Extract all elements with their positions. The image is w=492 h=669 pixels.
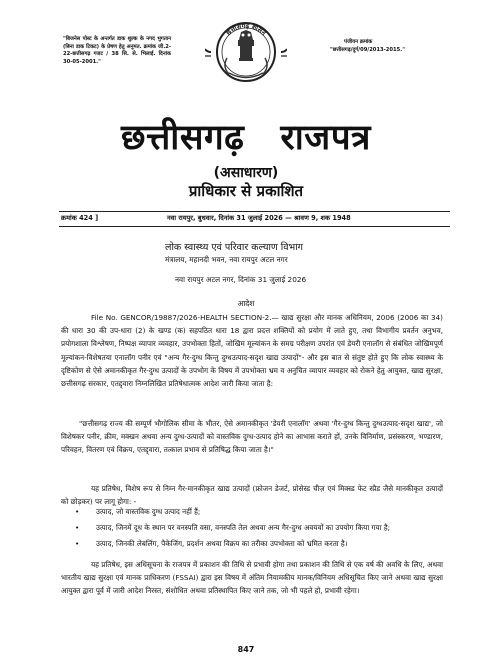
- postal-permit-note: "बिजनेस पोस्ट के अन्तर्गत डाक शुल्क के नगद भुगतान (बिना डाक टिकट) के प्रेषण हेतु अनुमत. क्रमांक जी.2-22-छत्तीसगढ़ गजट / 38 सि. से. भिलाई. दिनांक 30-05-2001.": [63, 36, 171, 65]
- department-name: लोक स्वास्थ्य एवं परिवार कल्याण विभाग: [165, 242, 304, 253]
- registration-number: "छत्तीसगढ़/दुर्ग/09/2013-2015.": [330, 46, 405, 53]
- issue-date: नवा रायपुर, बुधवार, दिनांक 31 जुलाई 2026 — श्रावण 9, शक 1948: [167, 214, 351, 222]
- list-item: [61, 505, 443, 518]
- order-paragraph-1: File No. GENCOR/19887/2026-HEALTH SECTION-2.— खाद्य सुरक्षा और मानक अधिनियम, 2006 (2006 का 34) की धारा 30 की उप-धारा (2) के खण्ड (क) सहपठित धारा 18 द्वारा प्रदत्त शक्तियों को प्रयोग में लाते हुए, तथा विभागीय प्रवर्तन अनुभव, प्रयोगशाला विश्लेषण, निष्पक्ष व्यापार व्यवहार, उपभोक्ता हितों, जोखिम मूल्यांकन के समग्र परीक्षण उपरांत एवं डेयरी एनालॉग से संबंधित जोखिमपूर्ण मूल्यांकन-विशेषतया एनालॉग पनीर एवं "अन्य गैर-दुग्ध किन्तु दुग्धउत्पाद-सदृश खाद्य उत्पादों"- और इस बात से संतुष्ट होते हुए कि लोक स्वास्थ्य के दृष्टिकोण से ऐसे अमानकीकृत गैर-दुग्ध उत्पादों के उपभोग के विषय में उपभोक्ता भ्रम व अनुचित व्यापार व्यवहार को रोकने हेतु आयुक्त, खाद्य सुरक्षा, छत्तीसगढ़ सरकार, एतद्द्वारा निम्नलिखित प्रतिषेधात्मक आदेश जारी किया जाता है:: [61, 313, 443, 389]
- issue-number: क्रमांक 424 ]: [61, 214, 99, 222]
- list-item: [61, 537, 443, 550]
- page-number: 847: [237, 645, 255, 654]
- registration-note: [330, 39, 440, 54]
- emblem-text: छत्तीसगढ़ शासन: [224, 21, 268, 37]
- gazette-masthead: [0, 113, 492, 160]
- state-emblem-icon: [205, 18, 287, 90]
- list-item-text: उत्पाद, जिनकी लेबलिंग, पैकेजिंग, प्रदर्शन अथवा विक्रय का तरीका उपभोक्ता को भ्रमित करता है।: [96, 539, 348, 549]
- extraordinary-label: (असाधारण): [213, 165, 279, 181]
- list-item-text: उत्पाद, जिनमें दूध के स्थान पर वनस्पति वसा, वनस्पति तेल अथवा अन्य गैर-दुग्ध अवयवों का उपयोग किया गया है;: [96, 523, 391, 533]
- bullet-icon: •: [75, 507, 80, 516]
- prohibition-list: [61, 505, 443, 554]
- list-item-text: उत्पाद, जो वास्तविक दुग्ध उत्पाद नहीं हैं;: [96, 507, 201, 516]
- authority-label: प्राधिकार से प्रकाशित: [188, 182, 304, 200]
- registration-label: पंजीयन क्रमांक: [344, 39, 373, 45]
- list-item: [61, 521, 443, 534]
- order-title: आदेश: [237, 299, 255, 308]
- masthead-state: छत्तीसगढ़: [121, 117, 245, 158]
- state-emblem: [205, 18, 287, 90]
- bullet-icon: •: [75, 539, 80, 549]
- order-paragraph-4: यह प्रतिषेध, इस अधिसूचना के राजपत्र में प्रकाशन की तिथि से प्रभावी होगा तथा प्रकाशन की तिथि से एक वर्ष की अवधि के लिए, अथवा भारतीय खाद्य सुरक्षा एवं मानक प्राधिकरण (FSSAI) द्वारा इस विषय में अंतिम नियामकीय मानक/विनियम अधिसूचित किए जाने अथवा खाद्य सुरक्षा आयुक्त द्वारा पूर्व में जारी आदेश निरस्त, संशोधित अथवा प्रतिस्थापित किए जाने तक, जो भी पहले हो, प्रभावी रहेगा।: [61, 560, 443, 596]
- bullet-icon: •: [75, 523, 80, 533]
- order-paragraph-3: यह प्रतिषेध, विशेष रूप से निम्न गैर-मानकीकृत खाद्य उत्पादों (फ्रोजन डेजर्ट, प्रोसेस्ड चीज़ एवं मिक्स्ड फेट स्प्रैड जैसे मानकीकृत उत्पादों को छोड़कर) पर लागू होगा: -: [61, 484, 443, 507]
- masthead-gazette: राजपत्र: [280, 117, 371, 158]
- place-and-date: नवा रायपुर अटल नगर, दिनांक 31 जुलाई 2026: [175, 275, 307, 284]
- order-paragraph-2: "छत्तीसगढ़ राज्य की सम्पूर्ण भौगोलिक सीमा के भीतर, ऐसे अमानकीकृत 'डेयरी एनालॉग' अथवा 'गैर-दुग्ध किन्तु दुग्धउत्पाद-सदृश खाद्य', जो विशेषकर पनीर, क्रीम, मक्खन अथवा अन्य दुग्ध-उत्पादों को वास्तविक दुग्ध-उत्पाद होने का आभास कराते हों, उनके विनिर्माण, प्रसंस्करण, भण्डारण, परिवहन, वितरण एवं विक्रय, एतद्द्वारा, तत्काल प्रभाव से प्रतिषिद्ध किया जाता है।": [61, 419, 443, 455]
- ministry-address: मंत्रालय, महानदी भवन, नवा रायपुर अटल नगर: [165, 255, 288, 264]
